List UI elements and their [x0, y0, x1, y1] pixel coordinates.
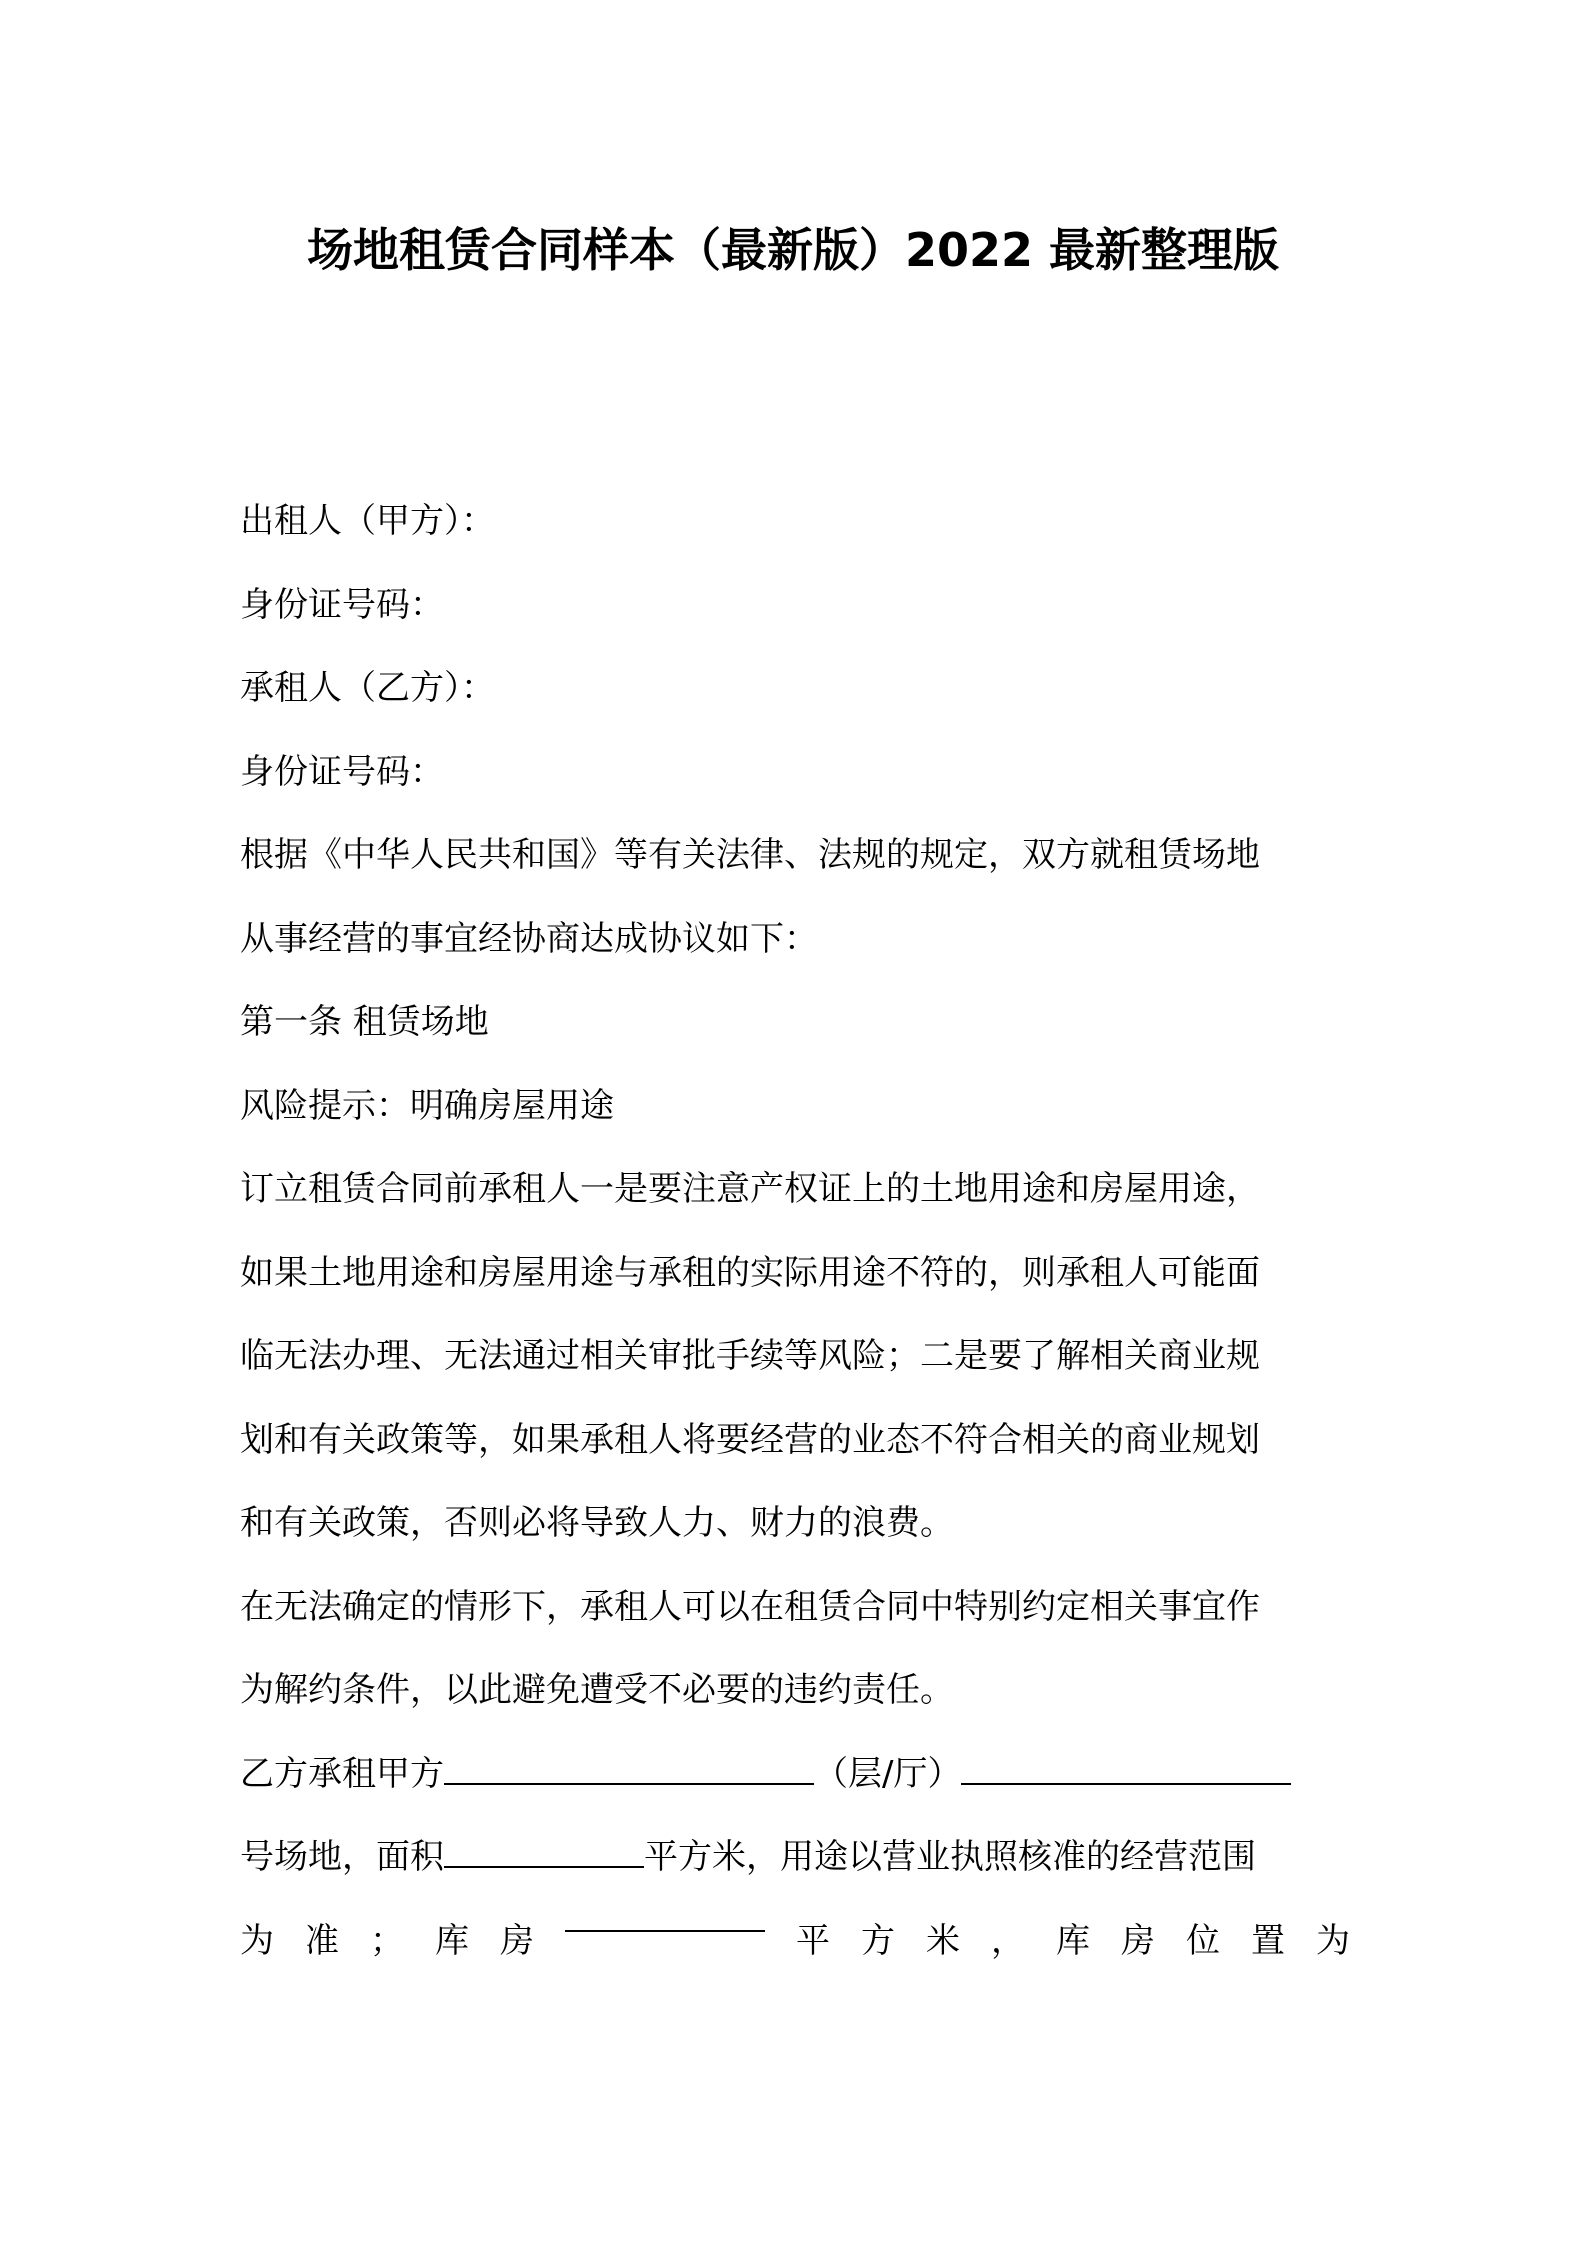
clause-char: 准: [305, 1920, 339, 1961]
clause-char: 库: [435, 1920, 469, 1961]
fill-blank-location[interactable]: [444, 1753, 814, 1785]
clause-char: 库: [1056, 1920, 1090, 1961]
text-line: 为解约条件，以此避免遭受不必要的违约责任。: [240, 1670, 954, 1710]
clause-char: 平: [796, 1920, 830, 1961]
clause-char: ，: [991, 1920, 1025, 1961]
clause-char: 方: [861, 1920, 895, 1961]
document-title: 场地租赁合同样本（最新版）2022 最新整理版: [306, 223, 1280, 277]
text-line: 临无法办理、无法通过相关审批手续等风险；二是要了解相关商业规: [240, 1336, 1260, 1376]
section-heading: 第一条 租赁场地: [240, 1002, 489, 1042]
clause-text: 乙方承租甲方: [240, 1753, 444, 1794]
clause-line-3: [240, 1900, 1350, 1984]
fill-blank-warehouse-area[interactable]: [565, 1900, 765, 1932]
text-line: 和有关政策，否则必将导致人力、财力的浪费。: [240, 1503, 954, 1543]
clause-text: 号场地，面积: [240, 1837, 444, 1877]
text-line: 从事经营的事宜经协商达成协议如下：: [240, 918, 818, 959]
clause-line-2: [240, 1816, 1350, 1900]
clause-char: 房: [500, 1920, 534, 1961]
risk-note-heading: 风险提示：明确房屋用途: [240, 1085, 614, 1126]
text-line: 订立租赁合同前承租人一是要注意产权证上的土地用途和房屋用途，: [240, 1169, 1260, 1209]
clause-char: 为: [240, 1920, 274, 1961]
fill-blank-area[interactable]: [444, 1836, 644, 1868]
clause-char: ；: [370, 1920, 404, 1961]
clause-char: 米: [926, 1920, 960, 1961]
clause-text: （层/厅）: [814, 1753, 962, 1794]
text-line: 身份证号码：: [240, 584, 444, 625]
text-line: 划和有关政策等，如果承租人将要经营的业态不符合相关的商业规划: [240, 1419, 1260, 1460]
clause-char: 为: [1316, 1920, 1350, 1961]
clause-char: 置: [1251, 1920, 1285, 1961]
text-line: 承租人（乙方）：: [240, 668, 495, 708]
text-line: 根据《中华人民共和国》等有关法律、法规的规定，双方就租赁场地: [240, 835, 1260, 875]
clause-text: 平方米，用途以营业执照核准的经营范围: [644, 1837, 1256, 1877]
clause-char: 位: [1186, 1920, 1220, 1961]
fill-blank-floor[interactable]: [961, 1753, 1291, 1785]
document-body: [240, 480, 1350, 1983]
clause-char: 房: [1121, 1920, 1155, 1961]
text-line: 如果土地用途和房屋用途与承租的实际用途不符的，则承租人可能面: [240, 1252, 1260, 1293]
text-line: 出租人（甲方）：: [240, 501, 495, 541]
text-line: 身份证号码：: [240, 751, 444, 792]
clause-line-1: [240, 1733, 1350, 1817]
text-line: 在无法确定的情形下，承租人可以在租赁合同中特别约定相关事宜作: [240, 1586, 1260, 1627]
